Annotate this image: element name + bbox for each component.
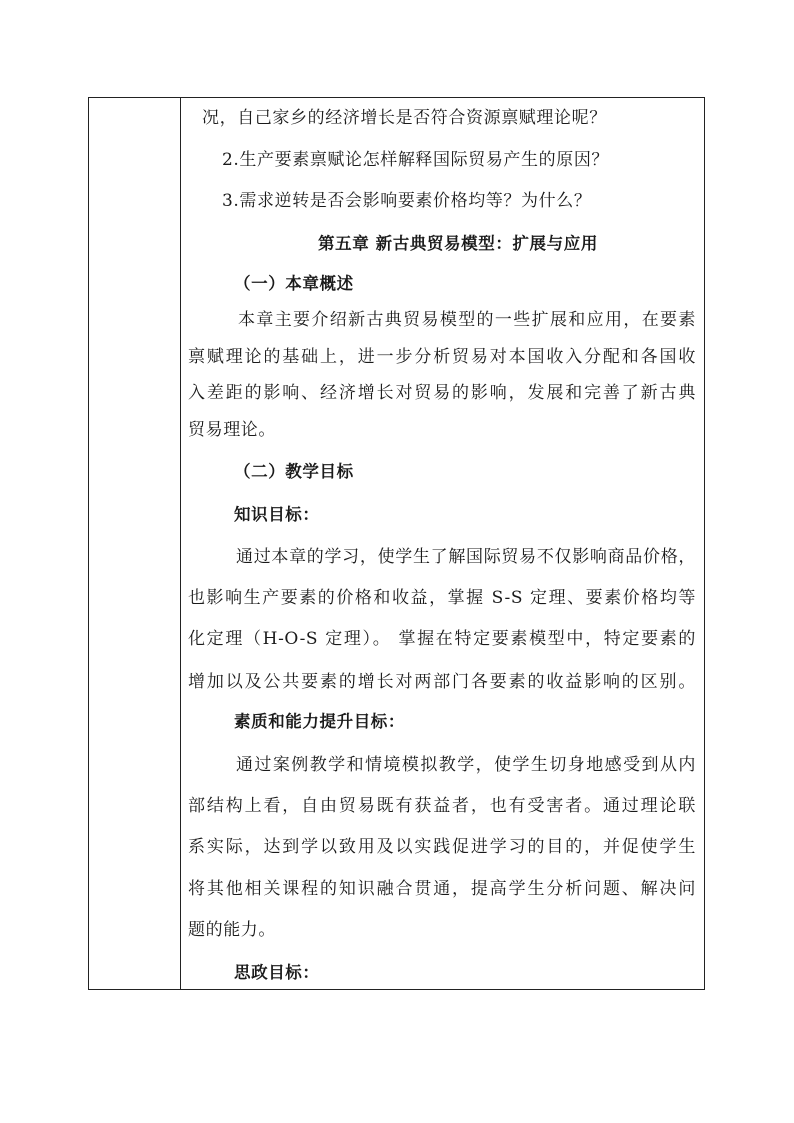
ability-line-3: 系实际，达到学以致用及以实践促进学习的目的，并促使学生 xyxy=(188,837,696,857)
chapter-title: 第五章 新古典贸易模型：扩展与应用 xyxy=(318,234,598,253)
overview-line-1: 本章主要介绍新古典贸易模型的一些扩展和应用，在要素 xyxy=(238,310,696,330)
knowledge-line-3: 化定理（H-O-S 定理）。 掌握在特定要素模型中，特定要素的 xyxy=(188,629,696,649)
overview-line-2: 禀赋理论的基础上，进一步分析贸易对本国收入分配和各国收 xyxy=(188,347,696,367)
content-cell xyxy=(188,98,696,989)
ability-goal-heading: 素质和能力提升目标： xyxy=(234,712,405,731)
question-1-continuation: 况，自己家乡的经济增长是否符合资源禀赋理论呢？ xyxy=(202,108,607,128)
overview-line-3: 入差距的影响、经济增长对贸易的影响，发展和完善了新古典 xyxy=(188,383,696,403)
section-1-heading: （一）本章概述 xyxy=(234,274,354,293)
section-2-heading: （二）教学目标 xyxy=(234,462,354,481)
ability-line-4: 将其他相关课程的知识融合贯通，提高学生分析问题、解决问 xyxy=(188,879,696,899)
knowledge-line-2: 也影响生产要素的价格和收益，掌握 S-S 定理、要素价格均等 xyxy=(188,588,696,608)
knowledge-goal-heading: 知识目标： xyxy=(234,505,320,524)
ability-line-2: 部结构上看，自由贸易既有获益者，也有受害者。通过理论联 xyxy=(188,796,696,816)
content-table xyxy=(88,97,705,990)
ability-line-5: 题的能力。 xyxy=(188,920,276,940)
knowledge-line-1: 通过本章的学习，使学生了解国际贸易不仅影响商品价格， xyxy=(236,547,696,567)
question-2: 2.生产要素禀赋论怎样解释国际贸易产生的原因？ xyxy=(222,150,610,170)
column-divider xyxy=(180,98,181,989)
overview-line-4: 贸易理论。 xyxy=(188,420,276,440)
knowledge-line-4: 增加以及公共要素的增长对两部门各要素的收益影响的区别。 xyxy=(188,672,696,692)
question-3: 3.需求逆转是否会影响要素价格均等？为什么？ xyxy=(222,191,592,211)
ideology-goal-heading: 思政目标： xyxy=(234,963,320,982)
ability-line-1: 通过案例教学和情境模拟教学，使学生切身地感受到从内 xyxy=(236,755,696,775)
